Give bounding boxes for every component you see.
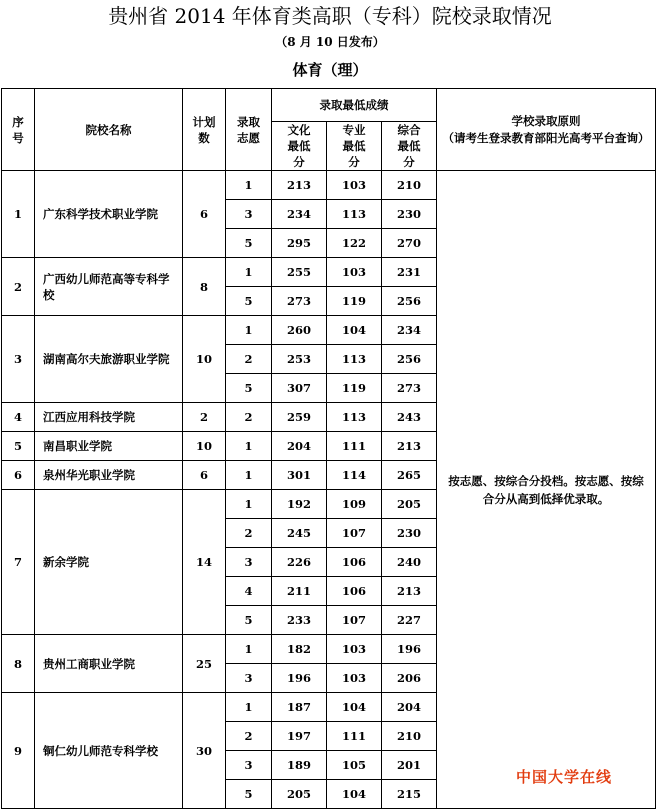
cell-seq: 8: [2, 635, 35, 693]
cell-culture: 273: [272, 287, 327, 316]
cell-culture: 233: [272, 606, 327, 635]
cell-choice: 3: [226, 751, 272, 780]
cell-plan: 10: [183, 432, 226, 461]
cell-major: 113: [327, 403, 382, 432]
cell-total: 205: [382, 490, 437, 519]
cell-choice: 4: [226, 577, 272, 606]
cell-choice: 5: [226, 780, 272, 809]
cell-total: 256: [382, 287, 437, 316]
cell-culture: 213: [272, 171, 327, 200]
cell-major: 105: [327, 751, 382, 780]
cell-culture: 197: [272, 722, 327, 751]
section-title: 体育（理）: [292, 61, 368, 79]
cell-plan: 8: [183, 258, 226, 316]
cell-major: 103: [327, 171, 382, 200]
cell-seq: 1: [2, 171, 35, 258]
cell-total: 256: [382, 345, 437, 374]
cell-major: 106: [327, 577, 382, 606]
cell-choice: 3: [226, 200, 272, 229]
cell-school-name: 泉州华光职业学院: [35, 461, 183, 490]
header-rule-note: （请考生登录教育部阳光高考平台查询）: [442, 130, 650, 145]
header-seq: 序号: [2, 89, 35, 171]
cell-total: 201: [382, 751, 437, 780]
cell-seq: 4: [2, 403, 35, 432]
cell-choice: 5: [226, 606, 272, 635]
cell-total: 230: [382, 200, 437, 229]
cell-total: 196: [382, 635, 437, 664]
cell-plan: 10: [183, 316, 226, 403]
cell-total: 243: [382, 403, 437, 432]
cell-culture: 295: [272, 229, 327, 258]
publish-date: （8 月 10 日发布）: [275, 35, 385, 49]
cell-school-name: 铜仁幼儿师范专科学校: [35, 693, 183, 809]
page-title: 贵州省 2014 年体育类高职（专科）院校录取情况: [108, 4, 552, 28]
header-total: 综合最低分: [382, 122, 437, 171]
cell-seq: 9: [2, 693, 35, 809]
cell-total: 204: [382, 693, 437, 722]
cell-total: 213: [382, 577, 437, 606]
cell-total: 240: [382, 548, 437, 577]
cell-choice: 1: [226, 490, 272, 519]
cell-culture: 196: [272, 664, 327, 693]
cell-choice: 1: [226, 258, 272, 287]
header-rule-title: 学校录取原则: [511, 113, 581, 128]
header-culture: 文化最低分: [272, 122, 327, 171]
cell-admission-rule: 按志愿、按综合分投档。按志愿、按综合分从高到低择优录取。: [437, 171, 656, 809]
cell-major: 103: [327, 664, 382, 693]
cell-choice: 5: [226, 374, 272, 403]
cell-major: 122: [327, 229, 382, 258]
cell-major: 103: [327, 258, 382, 287]
cell-plan: 6: [183, 171, 226, 258]
cell-culture: 301: [272, 461, 327, 490]
cell-school-name: 江西应用科技学院: [35, 403, 183, 432]
cell-total: 273: [382, 374, 437, 403]
cell-total: 234: [382, 316, 437, 345]
cell-plan: 30: [183, 693, 226, 809]
cell-choice: 3: [226, 548, 272, 577]
cell-culture: 187: [272, 693, 327, 722]
cell-choice: 1: [226, 693, 272, 722]
cell-total: 206: [382, 664, 437, 693]
cell-culture: 260: [272, 316, 327, 345]
cell-total: 213: [382, 432, 437, 461]
cell-choice: 1: [226, 316, 272, 345]
header-choice: 录取志愿: [226, 89, 272, 171]
cell-culture: 189: [272, 751, 327, 780]
cell-culture: 234: [272, 200, 327, 229]
cell-choice: 1: [226, 171, 272, 200]
cell-major: 119: [327, 287, 382, 316]
cell-school-name: 湖南高尔夫旅游职业学院: [35, 316, 183, 403]
cell-school-name: 新余学院: [35, 490, 183, 635]
cell-major: 103: [327, 635, 382, 664]
cell-culture: 182: [272, 635, 327, 664]
cell-seq: 6: [2, 461, 35, 490]
cell-culture: 204: [272, 432, 327, 461]
cell-choice: 1: [226, 432, 272, 461]
cell-major: 109: [327, 490, 382, 519]
cell-choice: 1: [226, 635, 272, 664]
cell-school-name: 贵州工商职业学院: [35, 635, 183, 693]
cell-total: 210: [382, 171, 437, 200]
cell-choice: 5: [226, 229, 272, 258]
cell-school-name: 广东科学技术职业学院: [35, 171, 183, 258]
cell-total: 227: [382, 606, 437, 635]
header-min-scores: 录取最低成绩: [272, 89, 437, 122]
cell-choice: 1: [226, 461, 272, 490]
header-major: 专业最低分: [327, 122, 382, 171]
cell-seq: 3: [2, 316, 35, 403]
cell-culture: 226: [272, 548, 327, 577]
cell-culture: 245: [272, 519, 327, 548]
cell-total: 230: [382, 519, 437, 548]
cell-major: 106: [327, 548, 382, 577]
cell-major: 104: [327, 316, 382, 345]
cell-plan: 2: [183, 403, 226, 432]
header-plan: 计划数: [183, 89, 226, 171]
cell-major: 119: [327, 374, 382, 403]
cell-major: 104: [327, 780, 382, 809]
cell-choice: 5: [226, 287, 272, 316]
cell-culture: 307: [272, 374, 327, 403]
header-school: 院校名称: [35, 89, 183, 171]
cell-total: 265: [382, 461, 437, 490]
cell-plan: 6: [183, 461, 226, 490]
cell-choice: 2: [226, 403, 272, 432]
cell-choice: 2: [226, 722, 272, 751]
cell-total: 231: [382, 258, 437, 287]
cell-culture: 211: [272, 577, 327, 606]
cell-major: 111: [327, 722, 382, 751]
cell-culture: 253: [272, 345, 327, 374]
cell-culture: 192: [272, 490, 327, 519]
cell-total: 270: [382, 229, 437, 258]
cell-major: 113: [327, 200, 382, 229]
cell-major: 107: [327, 519, 382, 548]
watermark-logo: 中国大学在线: [516, 768, 613, 786]
table-body: [2, 171, 656, 809]
cell-total: 210: [382, 722, 437, 751]
cell-total: 215: [382, 780, 437, 809]
cell-major: 114: [327, 461, 382, 490]
cell-culture: 259: [272, 403, 327, 432]
cell-plan: 25: [183, 635, 226, 693]
cell-choice: 2: [226, 345, 272, 374]
cell-choice: 2: [226, 519, 272, 548]
cell-choice: 3: [226, 664, 272, 693]
cell-major: 111: [327, 432, 382, 461]
cell-school-name: 南昌职业学院: [35, 432, 183, 461]
cell-seq: 7: [2, 490, 35, 635]
cell-seq: 5: [2, 432, 35, 461]
table-row: [2, 171, 656, 200]
cell-culture: 205: [272, 780, 327, 809]
cell-major: 104: [327, 693, 382, 722]
cell-seq: 2: [2, 258, 35, 316]
header-rule: [437, 89, 656, 171]
cell-culture: 255: [272, 258, 327, 287]
cell-plan: 14: [183, 490, 226, 635]
admission-table: [1, 88, 656, 809]
cell-major: 107: [327, 606, 382, 635]
cell-major: 113: [327, 345, 382, 374]
cell-school-name: 广西幼儿师范高等专科学校: [35, 258, 183, 316]
